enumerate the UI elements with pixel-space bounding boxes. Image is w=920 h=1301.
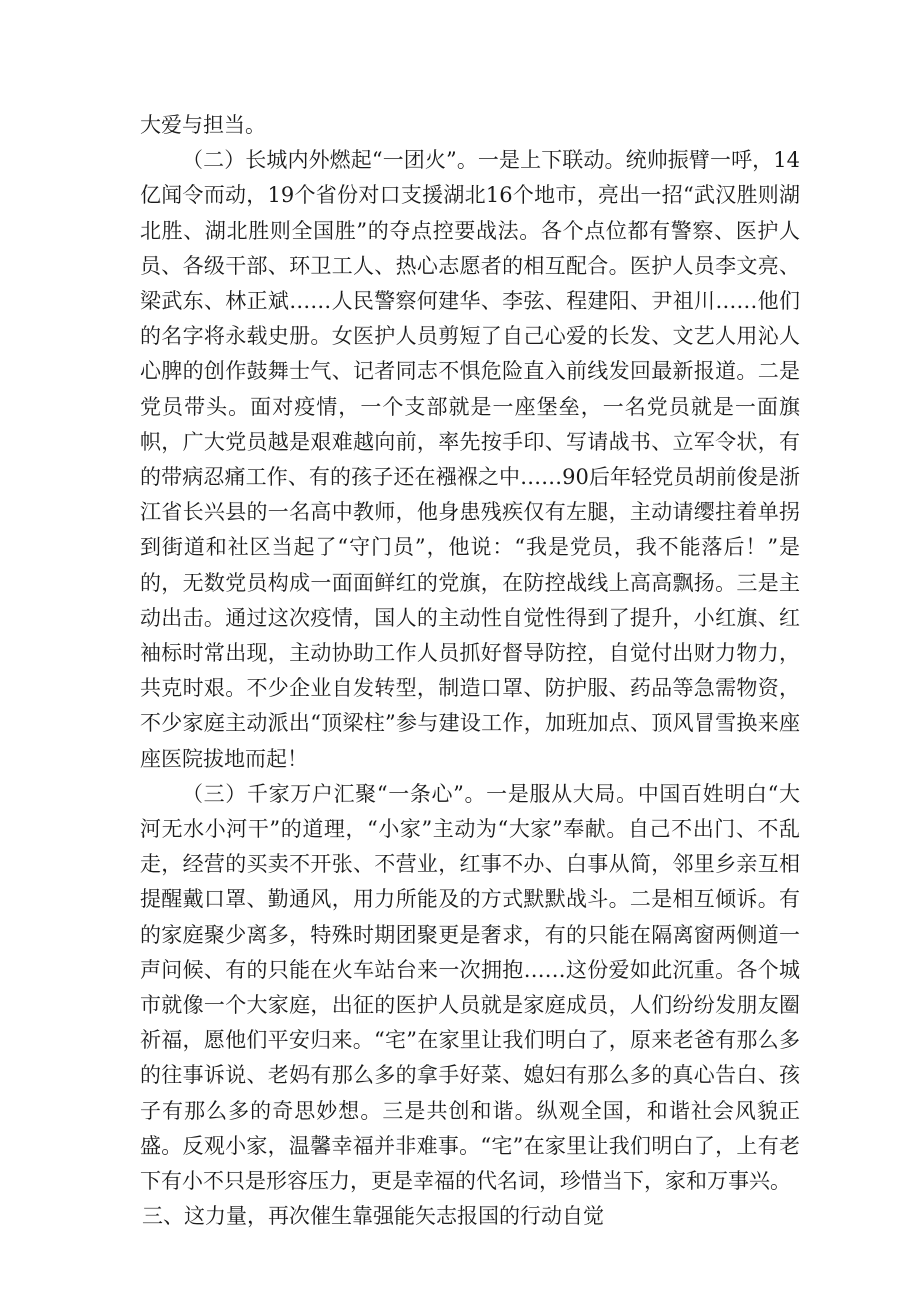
section-heading: 三、这力量，再次催生靠强能矢志报国的行动自觉 [142, 1204, 604, 1229]
paragraph-section-three: （三）千家万户汇聚“一条心”。一是服从大局。中国百姓明白“大河无水小河干”的道理，“小家”主动为“大家”奉献。自己不出门、不乱走，经营的买卖不开张、不营业，红事不办、白事从简，邻里乡亲互相提醒戴口罩、勤通风，用力所能及的方式默默战斗。二是相互倾诉。有的家庭聚少离多，特殊时期团聚更是奢求，有的只能在隔离窗两侧道一声问候、有的只能在火车站台来一次拥抱……这份爱如此沉重。各个城市就像一个大家庭，出征的医护人员就是家庭成员，人们纷纷发朋友圈祈福，愿他们平安归来。“宅”在家里让我们明白了，原来老爸有那么多的往事诉说、老妈有那么多的拿手好菜、媳妇有那么多的真心告白、孩子有那么多的奇思妙想。三是共创和谐。纵观全国，和谐社会风貌正盛。反观小家，温馨幸福并非难事。“宅”在家里让我们明白了，上有老下有小不只是形容压力，更是幸福的代名词，珍惜当下，家和万事兴。 [140, 781, 800, 1194]
paragraph-section-two: （二）长城内外燃起“一团火”。一是上下联动。统帅振臂一呼，14亿闻令而动，19个省份对口支援湖北16个地市，亮出一招“武汉胜则湖北胜、湖北胜则全国胜”的夺点控要战法。各个点位都有警察、医护人员、各级干部、环卫工人、热心志愿者的相互配合。医护人员李文亮、梁武东、林正斌……人民警察何建华、李弦、程建阳、尹祖川……他们的名字将永载史册。女医护人员剪短了自己心爱的长发、文艺人用沁人心脾的创作鼓舞士气、记者同志不惧危险直入前线发回最新报道。二是党员带头。面对疫情，一个支部就是一座堡垒，一名党员就是一面旗帜，广大党员越是艰难越向前，率先按手印、写请战书、立军令状，有的带病忍痛工作、有的孩子还在襁褓之中……90后年轻党员胡前俊是浙江省长兴县的一名高中教师，他身患残疾仅有左腿，主动请缨拄着单拐到街道和社区当起了“守门员”，他说：“我是党员，我不能落后！”是的，无数党员构成一面面鲜红的党旗，在防控战线上高高飘扬。三是主动出击。通过这次疫情，国人的主动性自觉性得到了提升，小红旗、红袖标时常出现，主动协助工作人员抓好督导防控，自觉付出财力物力，共克时艰。不少企业自发转型，制造口罩、防护服、药品等急需物资，不少家庭主动派出“顶梁柱”参与建设工作，加班加点、顶风冒雪换来座座医院拔地而起！ [140, 148, 800, 771]
paragraph-continuation: 大爱与担当。 [140, 113, 266, 137]
document-body [140, 108, 800, 1235]
